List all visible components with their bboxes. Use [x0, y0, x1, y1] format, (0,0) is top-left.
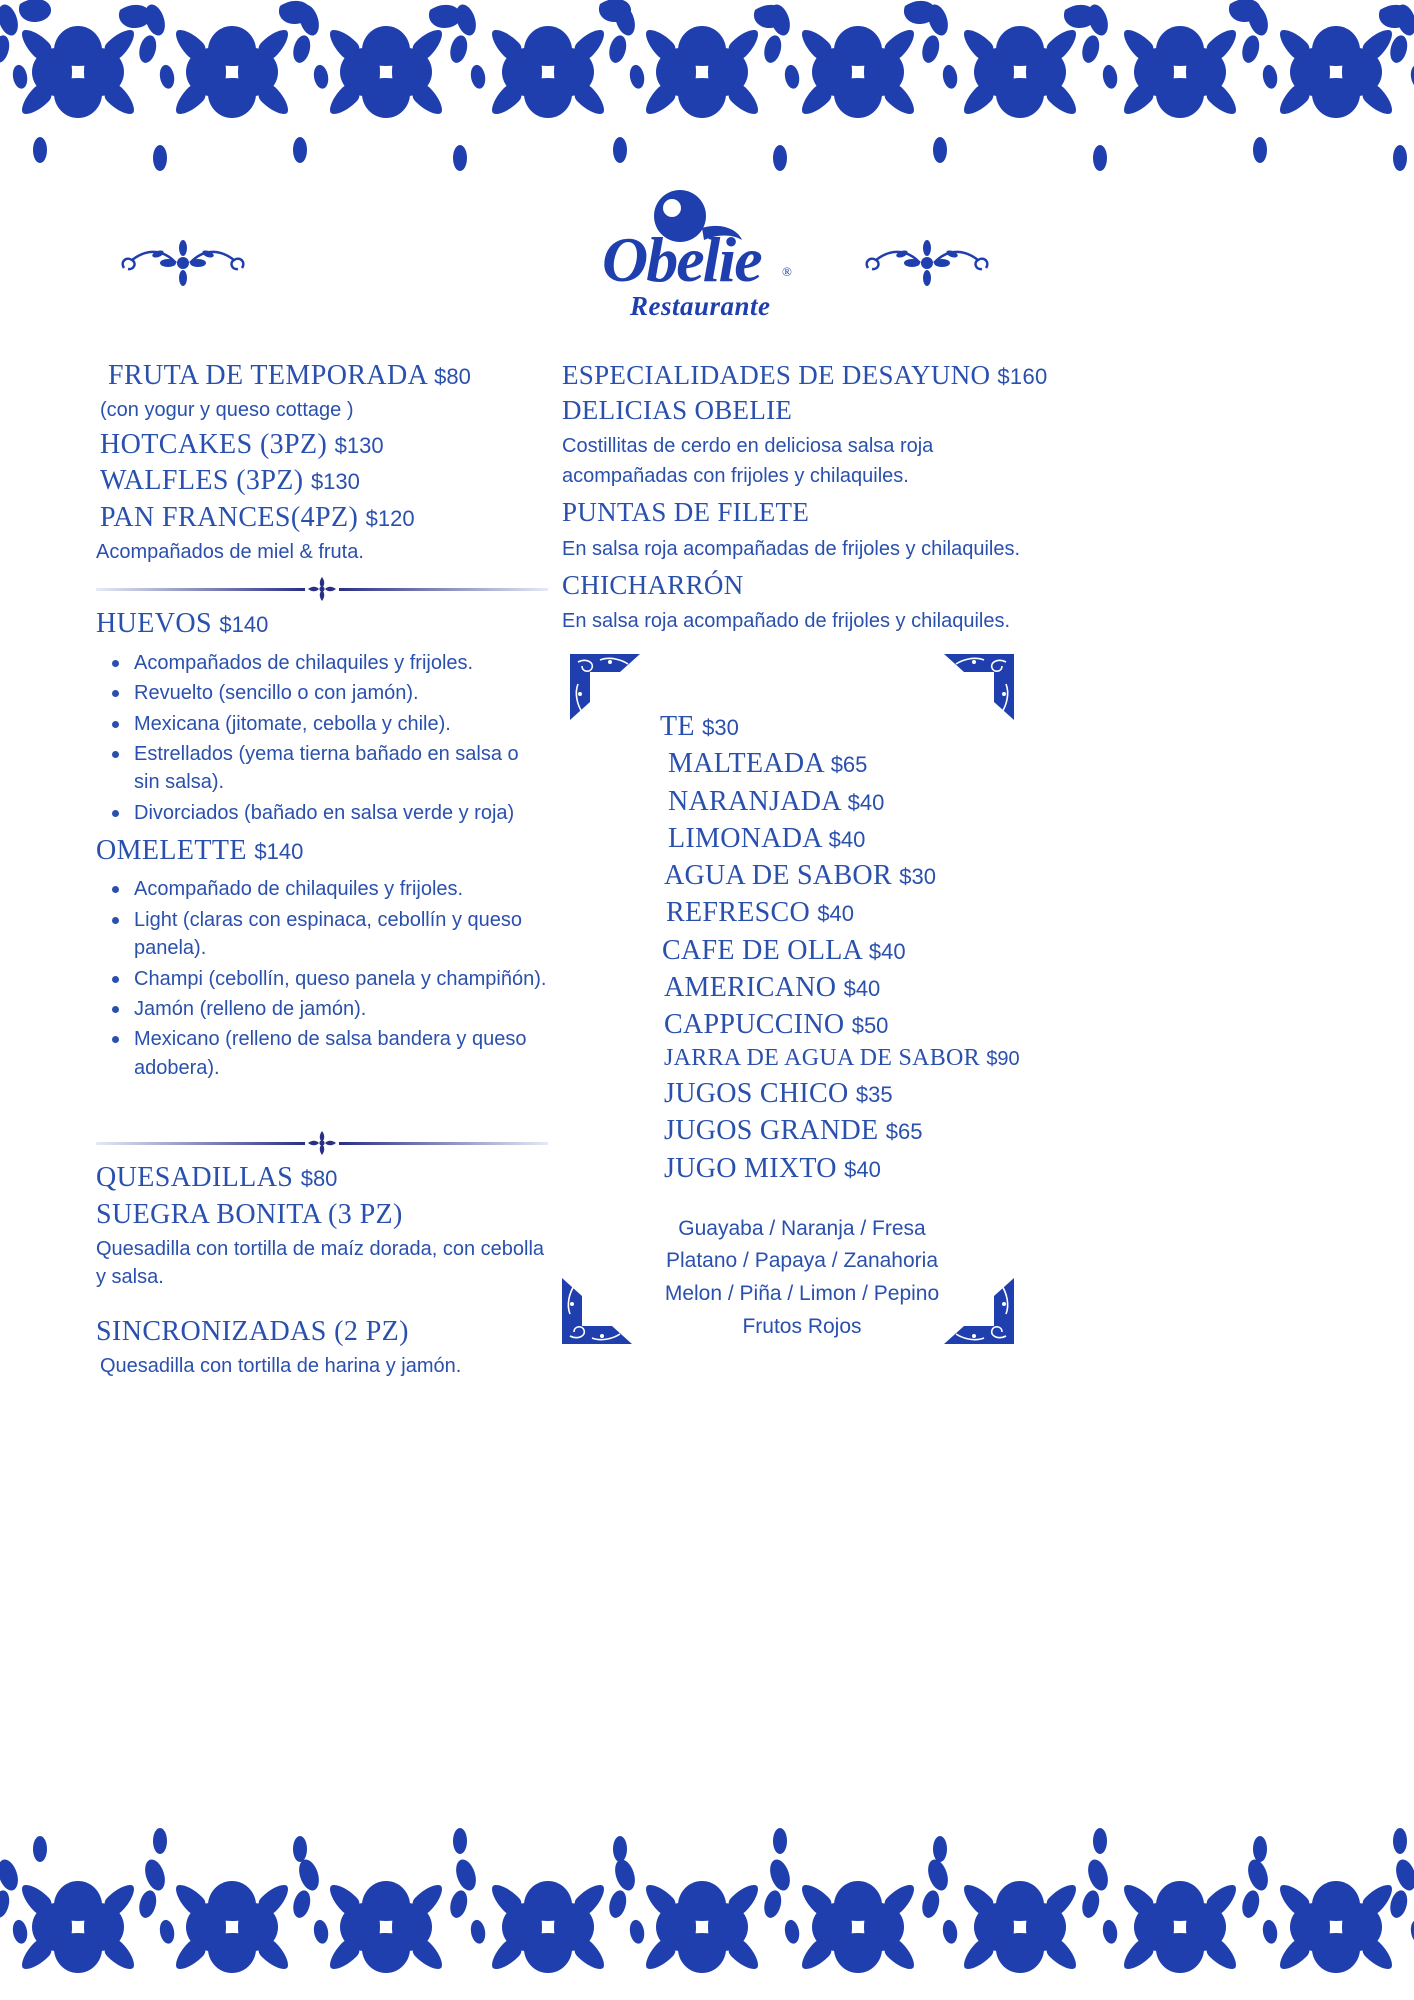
menu-item-sincronizadas — [96, 1314, 548, 1350]
item-price: $30 — [702, 715, 739, 741]
beverage-jugos-chico — [664, 1075, 1014, 1112]
item-name: OMELETTE — [96, 835, 247, 867]
flourish-right-icon — [862, 238, 992, 293]
item-price: $40 — [828, 826, 866, 852]
item-name: PAN FRANCES(4PZ) — [100, 501, 359, 533]
item-name: FRUTA DE TEMPORADA — [108, 360, 427, 391]
delicias-obelie-desc: Costillitas de cerdo en deliciosa salsa roja acompañadas con frijoles y chilaquiles. — [562, 435, 934, 488]
list-item: Light (claras con espinaca, cebollín y queso panela). — [96, 906, 548, 963]
item-price: $40 — [847, 789, 885, 815]
beverage-americano — [664, 969, 1014, 1006]
item-price: $140 — [254, 839, 304, 865]
beverage-refresco — [666, 894, 1014, 931]
section-divider-2 — [96, 1130, 548, 1156]
list-item: Revuelto (sencillo o con jamón). — [96, 679, 548, 707]
item-price: $40 — [844, 1156, 881, 1182]
corner-ornament-top-right-icon — [940, 650, 1018, 727]
item-price: $130 — [334, 432, 384, 458]
item-name: CHICHARRÓN — [562, 569, 744, 600]
list-item: Acompañado de chilaquiles y frijoles. — [96, 875, 548, 903]
section-price: $160 — [997, 364, 1048, 389]
item-name: HOTCAKES (3PZ) — [100, 428, 328, 460]
divider-rule-right — [339, 588, 548, 591]
divider-rule-right — [339, 1142, 548, 1145]
flourish-left-icon — [118, 238, 248, 293]
item-price: $50 — [851, 1013, 889, 1039]
item-name: DELICIAS OBELIE — [562, 394, 793, 425]
item-price: $80 — [300, 1166, 338, 1192]
item-price: $30 — [899, 864, 936, 890]
menu-item-quesadillas — [96, 1160, 548, 1196]
divider-rule-left — [96, 588, 305, 591]
beverages-block — [562, 650, 1022, 1353]
flavor-line: Platano / Papaya / Zanahoria — [665, 1249, 938, 1273]
chicharron-desc: En salsa roja acompañado de frijoles y chilaquiles. — [562, 610, 1011, 633]
specialties-title — [562, 358, 1048, 393]
divider-ornament-icon — [305, 576, 339, 602]
beverage-agua-de-sabor — [664, 857, 1014, 894]
item-name: JARRA DE AGUA DE SABOR — [664, 1045, 980, 1072]
item-price: $120 — [365, 505, 415, 531]
list-item: Acompañados de chilaquiles y frijoles. — [96, 649, 548, 677]
item-name: JUGOS GRANDE — [664, 1115, 879, 1147]
item-name: REFRESCO — [666, 897, 810, 929]
item-name: JUGO MIXTO — [664, 1152, 837, 1184]
item-price: $90 — [986, 1048, 1020, 1071]
omelette-options-list — [96, 875, 548, 1082]
beverage-limonada — [668, 820, 1014, 857]
flavor-line: Guayaba / Naranja / Fresa — [678, 1216, 926, 1240]
logo-wordmark: Obelie — [602, 223, 761, 295]
item-name: NARANJADA — [668, 785, 841, 817]
item-price: $65 — [885, 1119, 923, 1145]
item-name: AGUA DE SABOR — [664, 860, 892, 892]
item-price: $65 — [830, 752, 868, 778]
item-name: JUGOS CHICO — [664, 1078, 849, 1110]
menu-item-huevos — [96, 606, 548, 642]
huevos-options-list — [96, 649, 548, 827]
section-title: ESPECIALIDADES DE DESAYUNO — [562, 360, 991, 390]
basics-note: Acompañados de miel & fruta. — [96, 540, 364, 563]
menu-item-delicias-obelie — [562, 393, 1022, 428]
item-name: WALFLES (3PZ) — [100, 465, 304, 497]
bottom-floral-border — [0, 1825, 1414, 2000]
item-price: $40 — [843, 975, 881, 1001]
puntas-de-filete-desc: En salsa roja acompañadas de frijoles y chilaquiles. — [562, 537, 1021, 560]
item-name: PUNTAS DE FILETE — [562, 497, 810, 528]
list-item: Jamón (relleno de jamón). — [96, 995, 548, 1023]
menu-item-pan-frances — [100, 500, 548, 536]
menu-item-hotcakes — [100, 427, 548, 463]
beverage-jugo-mixto — [664, 1150, 1014, 1187]
list-item: Mexicana (jitomate, cebolla y chile). — [96, 710, 548, 738]
item-name: SINCRONIZADAS (2 PZ) — [96, 1315, 409, 1347]
item-price: $40 — [868, 938, 906, 964]
logo-subtitle: Restaurante — [630, 290, 771, 321]
beverage-malteada — [668, 745, 1014, 782]
list-item: Divorciados (bañado en salsa verde y roja) — [96, 799, 548, 827]
list-item: Mexicano (relleno de salsa bandera y queso adobera). — [96, 1025, 548, 1082]
item-name: MALTEADA — [668, 748, 824, 780]
divider-rule-left — [96, 1142, 305, 1145]
suegra-bonita-desc: Quesadilla con tortilla de maíz dorada, con cebolla y salsa. — [96, 1237, 545, 1289]
menu-item-omelette — [96, 833, 548, 869]
section-divider-1 — [96, 576, 548, 602]
item-name: AMERICANO — [664, 971, 837, 1003]
corner-ornament-bottom-right-icon — [940, 1276, 1018, 1353]
beverage-jugos-grande — [664, 1112, 1014, 1149]
menu-item-chicharron — [562, 568, 1022, 603]
item-price: $80 — [434, 364, 471, 389]
beverage-naranjada — [668, 783, 1014, 820]
fruta-note: (con yogur y queso cottage ) — [100, 399, 354, 422]
beverage-jarra-de-agua — [664, 1043, 1020, 1075]
corner-ornament-top-left-icon — [566, 650, 644, 727]
item-price: $40 — [817, 901, 855, 927]
item-price: $130 — [310, 469, 360, 495]
beverage-cafe-de-olla — [662, 932, 1014, 969]
list-item: Champi (cebollín, queso panela y champiñón). — [96, 965, 548, 993]
top-floral-border — [0, 0, 1414, 175]
left-menu-column — [96, 358, 548, 1383]
item-price: $35 — [855, 1082, 893, 1108]
beverage-cappuccino — [664, 1006, 1014, 1043]
registered-mark: ® — [782, 263, 792, 279]
item-name: LIMONADA — [668, 822, 822, 854]
menu-item-fruta — [108, 358, 548, 394]
list-item: Estrellados (yema tierna bañado en salsa o sin salsa). — [96, 740, 548, 797]
right-menu-column — [562, 358, 1048, 1353]
divider-ornament-icon — [305, 1130, 339, 1156]
menu-item-suegra-bonita — [96, 1197, 548, 1233]
corner-ornament-bottom-left-icon — [558, 1276, 636, 1353]
item-name: HUEVOS — [96, 608, 212, 640]
menu-item-walfles — [100, 463, 548, 499]
beverages-list — [660, 708, 1020, 1187]
flavor-line: Frutos Rojos — [742, 1314, 862, 1338]
item-name: CAPPUCCINO — [664, 1009, 845, 1041]
item-name: SUEGRA BONITA (3 PZ) — [96, 1198, 403, 1230]
item-price: $140 — [219, 612, 269, 638]
item-name: CAFE DE OLLA — [662, 934, 862, 966]
sincronizadas-desc: Quesadilla con tortilla de harina y jamón. — [100, 1355, 462, 1378]
item-name: TE — [660, 711, 695, 743]
menu-item-puntas-de-filete — [562, 495, 1022, 530]
flavor-line: Melon / Piña / Limon / Pepino — [664, 1282, 940, 1305]
item-name: QUESADILLAS — [96, 1162, 294, 1194]
